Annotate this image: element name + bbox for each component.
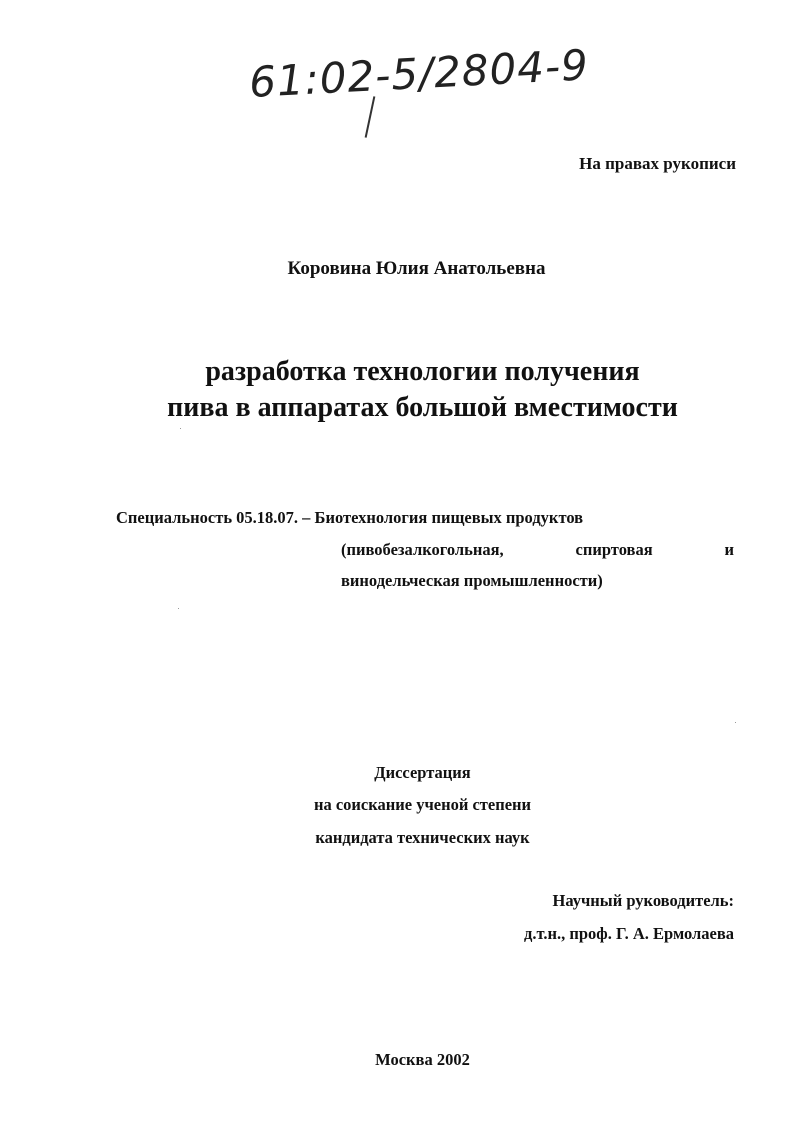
- degree-line-1: на соискание ученой степени: [313, 795, 532, 814]
- specialty-line-2: (пивобезалкогольная, спиртовая и: [341, 540, 734, 559]
- title-line-2: пива в аппаратах большой вместимости: [167, 392, 678, 423]
- city-year: Москва 2002: [375, 1050, 470, 1069]
- scan-speck: [735, 722, 736, 723]
- archive-handwritten-code: 61:02-5/2804-9: [248, 40, 590, 107]
- supervisor-label: Научный руководитель:: [552, 891, 734, 910]
- manuscript-rights-note: На правах рукописи: [579, 154, 736, 173]
- specialty-line-3: винодельческая промышленности): [341, 571, 603, 590]
- scan-speck: [178, 608, 179, 609]
- specialty-line-1: Специальность 05.18.07. – Биотехнология пищевых продуктов: [116, 508, 584, 527]
- scan-speck: [180, 428, 181, 429]
- supervisor-name: д.т.н., проф. Г. А. Ермолаева: [524, 924, 734, 943]
- author-name: Коровина Юлия Анатольевна: [287, 258, 546, 279]
- dissertation-label: Диссертация: [374, 763, 471, 782]
- handwritten-stroke: [365, 96, 376, 137]
- title-line-1: разработка технологии получения: [205, 356, 640, 387]
- degree-line-2: кандидата технических наук: [315, 828, 530, 847]
